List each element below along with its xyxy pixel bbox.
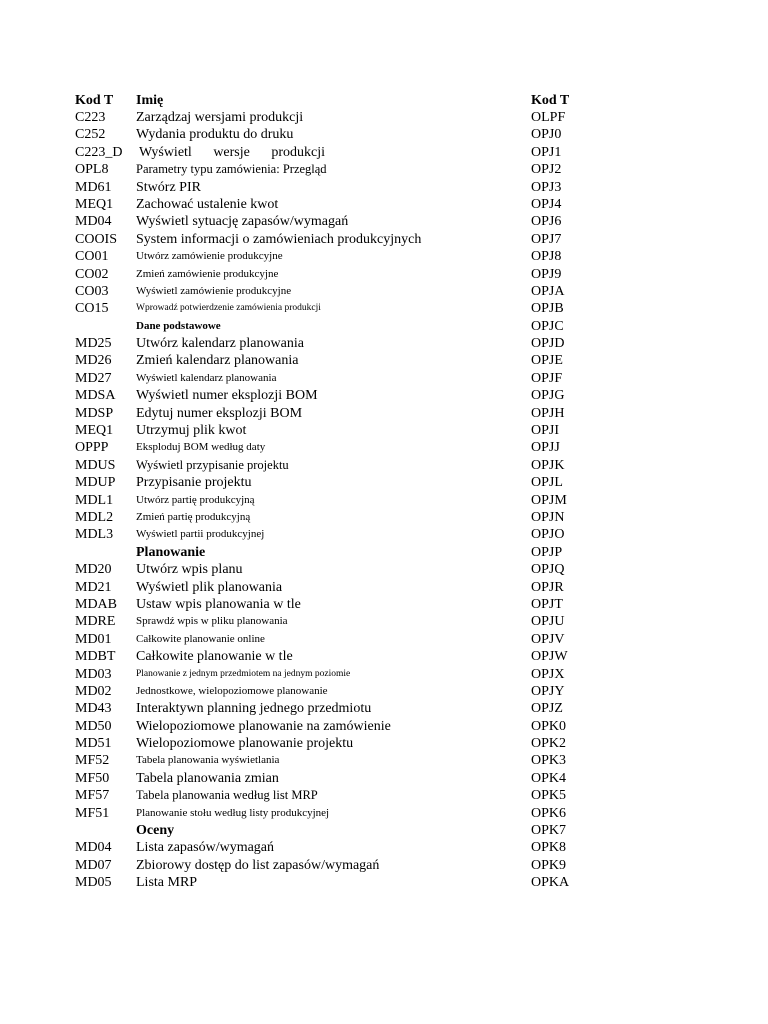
row-name: Zarządzaj wersjami produkcji bbox=[136, 110, 304, 125]
table-row bbox=[0, 526, 768, 543]
table-row bbox=[0, 700, 768, 717]
row-name: Eksploduj BOM według daty bbox=[136, 441, 266, 454]
table-row bbox=[0, 648, 768, 665]
row-code: MD26 bbox=[75, 353, 112, 369]
table-row bbox=[0, 874, 768, 891]
row-name: Wyświetl partii produkcyjnej bbox=[136, 528, 265, 541]
row-code2: OPK9 bbox=[531, 857, 567, 873]
row-code2: OPJ3 bbox=[531, 179, 562, 195]
row-name: Parametry typu zamówienia: Przegląd bbox=[136, 162, 327, 177]
row-name: Edytuj numer eksplozji BOM bbox=[136, 405, 303, 421]
row-code: MD01 bbox=[75, 631, 112, 647]
table-row bbox=[0, 300, 768, 317]
row-code: MD27 bbox=[75, 370, 112, 386]
row-code2: OPJ0 bbox=[531, 127, 562, 143]
row-code: C223 bbox=[75, 110, 106, 125]
table-row bbox=[0, 248, 768, 265]
header-name: Imię bbox=[136, 93, 164, 108]
row-code2: OPJ8 bbox=[531, 249, 562, 265]
table-row bbox=[0, 596, 768, 613]
row-name: Zmień partię produkcyjną bbox=[136, 510, 251, 523]
row-name: Całkowite planowanie w tle bbox=[136, 649, 293, 665]
row-code: MD25 bbox=[75, 336, 112, 352]
row-name: Zachować ustalenie kwot bbox=[136, 196, 279, 212]
row-code2: OPJK bbox=[531, 457, 565, 473]
row-code: MD04 bbox=[75, 840, 112, 856]
table-row bbox=[0, 579, 768, 596]
row-name: Wydania produktu do druku bbox=[136, 127, 294, 143]
row-code: MEQ1 bbox=[75, 196, 114, 212]
table-row bbox=[0, 474, 768, 491]
row-name: Wielopoziomowe planowanie na zamówienie bbox=[136, 718, 391, 734]
row-code2: OPJL bbox=[531, 475, 563, 491]
row-code: MF57 bbox=[75, 788, 110, 804]
row-code2: OPK4 bbox=[531, 770, 567, 786]
table-row bbox=[0, 613, 768, 630]
row-code: MD20 bbox=[75, 562, 112, 578]
row-name: Tabela planowania według list MRP bbox=[136, 788, 318, 803]
row-code: MD61 bbox=[75, 179, 112, 195]
row-name: Tabela planowania zmian bbox=[136, 770, 279, 786]
row-code2: OPJH bbox=[531, 405, 565, 421]
transaction-table bbox=[0, 109, 768, 892]
row-name: Wyświetl przypisanie projektu bbox=[136, 457, 289, 472]
row-code: C223_D bbox=[75, 144, 123, 160]
row-code2: OPJ7 bbox=[531, 231, 562, 247]
row-code: MF51 bbox=[75, 805, 110, 821]
table-row bbox=[0, 805, 768, 822]
row-code: MD21 bbox=[75, 579, 112, 595]
row-name: Całkowite planowanie online bbox=[136, 632, 265, 645]
row-code2: OPK8 bbox=[531, 840, 567, 856]
header-code: Kod T bbox=[75, 93, 114, 108]
table-row bbox=[0, 561, 768, 578]
table-row bbox=[0, 405, 768, 422]
row-code2: OPK6 bbox=[531, 805, 567, 821]
row-code2: OPK3 bbox=[531, 753, 567, 769]
row-name: Wielopoziomowe planowanie projektu bbox=[136, 736, 354, 752]
row-code: C252 bbox=[75, 127, 106, 143]
row-code: MDUP bbox=[75, 475, 116, 491]
row-name: Ustaw wpis planowania w tle bbox=[136, 596, 301, 612]
row-name: Interaktywn planning jednego przedmiotu bbox=[136, 701, 372, 717]
row-name: Wprowadź potwierdzenie zamówienia produkcji bbox=[136, 303, 321, 314]
row-name: Wyświetl wersje produkcji bbox=[139, 144, 326, 160]
row-code: MD51 bbox=[75, 736, 112, 752]
row-code: MD50 bbox=[75, 718, 112, 734]
row-code2: OPJQ bbox=[531, 562, 565, 578]
table-row bbox=[0, 335, 768, 352]
table-row bbox=[0, 439, 768, 456]
row-code2: OPJ1 bbox=[531, 144, 562, 160]
row-code: MDAB bbox=[75, 596, 118, 612]
row-code2: OPJZ bbox=[531, 701, 563, 717]
row-code: MD02 bbox=[75, 683, 112, 699]
row-name: Utrzymuj plik kwot bbox=[136, 423, 247, 439]
row-name: Przypisanie projektu bbox=[136, 475, 252, 491]
row-code2: OPJU bbox=[531, 614, 565, 630]
row-code2: OPK0 bbox=[531, 718, 567, 734]
table-row bbox=[0, 666, 768, 683]
row-name: Utwórz kalendarz planowania bbox=[136, 336, 304, 352]
row-name: Planowanie stołu według listy produkcyjnej bbox=[136, 806, 330, 819]
row-name: Jednostkowe, wielopoziomowe planowanie bbox=[136, 684, 328, 697]
row-code2: OPJ9 bbox=[531, 266, 562, 282]
row-code: MDRE bbox=[75, 614, 116, 630]
row-code2: OPJR bbox=[531, 579, 564, 595]
table-row bbox=[0, 213, 768, 230]
table-row bbox=[0, 126, 768, 143]
table-row bbox=[0, 352, 768, 369]
row-code: CO01 bbox=[75, 249, 109, 265]
row-code2: OPJC bbox=[531, 318, 564, 334]
table-row bbox=[0, 283, 768, 300]
header-code2: Kod T bbox=[531, 93, 570, 108]
row-code: MDSA bbox=[75, 388, 116, 404]
row-code2: OPJV bbox=[531, 631, 565, 647]
row-code2: OPJD bbox=[531, 336, 565, 352]
row-name: Tabela planowania wyświetlania bbox=[136, 754, 280, 767]
row-code2: OPJF bbox=[531, 370, 563, 386]
row-name: Oceny bbox=[136, 823, 175, 839]
row-code: MD04 bbox=[75, 214, 112, 230]
row-code: MDUS bbox=[75, 457, 116, 473]
table-row bbox=[0, 387, 768, 404]
row-code: COOIS bbox=[75, 231, 118, 247]
row-code: MD43 bbox=[75, 701, 112, 717]
table-row bbox=[0, 179, 768, 196]
row-code2: OLPF bbox=[531, 110, 566, 125]
row-code2: OPK2 bbox=[531, 736, 567, 752]
row-code2: OPKA bbox=[531, 875, 570, 891]
table-row bbox=[0, 422, 768, 439]
row-name: Zmień kalendarz planowania bbox=[136, 353, 299, 369]
row-code2: OPK7 bbox=[531, 823, 567, 839]
row-name: Lista zapasów/wymagań bbox=[136, 840, 275, 856]
table-row bbox=[0, 770, 768, 787]
table-row bbox=[0, 196, 768, 213]
table-row bbox=[0, 735, 768, 752]
row-code2: OPK5 bbox=[531, 788, 567, 804]
row-code2: OPJT bbox=[531, 596, 563, 612]
row-code2: OPJJ bbox=[531, 440, 560, 456]
table-row bbox=[0, 857, 768, 874]
row-code2: OPJY bbox=[531, 683, 565, 699]
row-code2: OPJI bbox=[531, 423, 560, 439]
row-name: Zbiorowy dostęp do list zapasów/wymagań bbox=[136, 857, 380, 873]
row-code: MDL3 bbox=[75, 527, 114, 543]
row-code2: OPJE bbox=[531, 353, 563, 369]
row-code2: OPJG bbox=[531, 388, 565, 404]
row-name: Planowanie bbox=[136, 544, 206, 560]
row-name: Lista MRP bbox=[136, 875, 198, 891]
row-name: Stwórz PIR bbox=[136, 179, 201, 195]
table-row bbox=[0, 318, 768, 335]
row-code2: OPJN bbox=[531, 509, 565, 525]
row-code: MD05 bbox=[75, 875, 112, 891]
table-row bbox=[0, 492, 768, 509]
row-code: MDSP bbox=[75, 405, 114, 421]
row-name: Wyświetl numer eksplozji BOM bbox=[136, 388, 318, 404]
row-code: OPPP bbox=[75, 440, 109, 456]
row-code2: OPJB bbox=[531, 301, 564, 317]
row-code: CO02 bbox=[75, 266, 109, 282]
table-row bbox=[0, 109, 768, 126]
row-code: MEQ1 bbox=[75, 423, 114, 439]
row-code2: OPJM bbox=[531, 492, 567, 508]
table-row bbox=[0, 683, 768, 700]
table-row bbox=[0, 509, 768, 526]
row-code: MD07 bbox=[75, 857, 112, 873]
row-name: Planowanie z jednym przedmiotem na jednym poziomie bbox=[136, 668, 351, 679]
row-name: System informacji o zamówieniach produkcyjnych bbox=[136, 231, 422, 247]
table-row bbox=[0, 161, 768, 178]
row-code: MDL1 bbox=[75, 492, 114, 508]
table-row bbox=[0, 631, 768, 648]
row-code: MF52 bbox=[75, 753, 110, 769]
table-row bbox=[0, 370, 768, 387]
table-row bbox=[0, 144, 768, 161]
row-name: Zmień zamówienie produkcyjne bbox=[136, 267, 279, 280]
row-name: Sprawdź wpis w pliku planowania bbox=[136, 615, 288, 628]
table-row bbox=[0, 787, 768, 804]
table-row bbox=[0, 718, 768, 735]
row-code: MDBT bbox=[75, 649, 116, 665]
row-code: OPL8 bbox=[75, 162, 109, 178]
row-code2: OPJP bbox=[531, 544, 563, 560]
row-name: Wyświetl sytuację zapasów/wymagań bbox=[136, 214, 349, 230]
row-code2: OPJ4 bbox=[531, 196, 562, 212]
row-code2: OPJ2 bbox=[531, 162, 562, 178]
row-name: Wyświetl kalendarz planowania bbox=[136, 371, 277, 384]
row-name: Utwórz partię produkcyjną bbox=[136, 493, 255, 506]
row-name: Utwórz wpis planu bbox=[136, 562, 243, 578]
table-row bbox=[0, 266, 768, 283]
row-name: Wyświetl plik planowania bbox=[136, 579, 283, 595]
table-row bbox=[0, 544, 768, 561]
row-code: CO15 bbox=[75, 301, 109, 317]
row-code: MD03 bbox=[75, 666, 112, 682]
row-name: Utwórz zamówienie produkcyjne bbox=[136, 250, 283, 263]
row-name: Dane podstawowe bbox=[136, 319, 221, 332]
row-code2: OPJA bbox=[531, 283, 565, 299]
table-row bbox=[0, 839, 768, 856]
row-code: MDL2 bbox=[75, 509, 114, 525]
row-code2: OPJW bbox=[531, 649, 568, 665]
table-row bbox=[0, 231, 768, 248]
row-code: MF50 bbox=[75, 770, 110, 786]
row-name: Wyświetl zamówienie produkcyjne bbox=[136, 284, 292, 297]
table-row bbox=[0, 457, 768, 474]
row-code2: OPJ6 bbox=[531, 214, 562, 230]
row-code2: OPJX bbox=[531, 666, 565, 682]
row-code: CO03 bbox=[75, 283, 109, 299]
table-row bbox=[0, 822, 768, 839]
row-code2: OPJO bbox=[531, 527, 565, 543]
table-row bbox=[0, 752, 768, 769]
